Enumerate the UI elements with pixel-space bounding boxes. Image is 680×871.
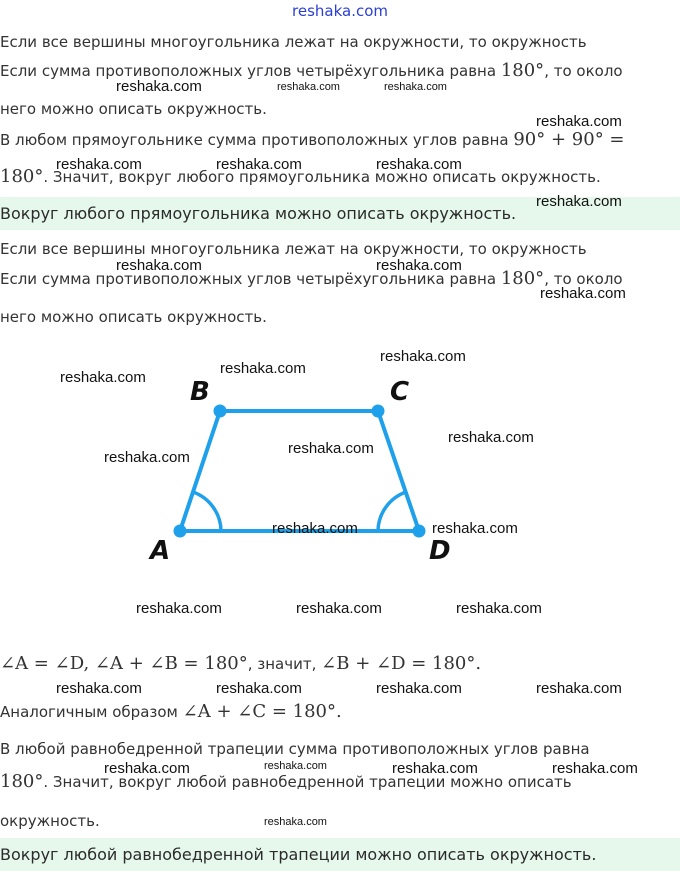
watermark: reshaka.com <box>456 600 542 617</box>
watermark: reshaka.com <box>448 429 534 446</box>
text-line: него можно описать окружность. <box>0 100 267 118</box>
watermark: reshaka.com <box>216 680 302 697</box>
math-expression: ∠B + ∠D = 180° <box>321 653 476 674</box>
vertex-c-point <box>372 405 385 418</box>
angle-d-arc <box>378 492 406 531</box>
watermark: reshaka.com <box>56 680 142 697</box>
watermark: reshaka.com <box>56 156 142 173</box>
watermark: reshaka.com <box>104 449 190 466</box>
vertex-d-point <box>413 525 426 538</box>
watermark: reshaka.com <box>392 760 478 777</box>
watermark: reshaka.com <box>216 156 302 173</box>
text-fragment: , то около <box>544 62 623 80</box>
watermark: reshaka.com <box>552 760 638 777</box>
watermark: reshaka.com <box>432 520 518 537</box>
text-fragment: . <box>336 701 342 722</box>
watermark: reshaka.com <box>540 285 626 302</box>
text-line <box>0 655 481 673</box>
text-fragment: В любом прямоугольнике сумма противоположных углов равна <box>0 131 509 149</box>
watermark: reshaka.com <box>536 113 622 130</box>
math-expression: ∠A + ∠C = 180° <box>182 701 336 722</box>
watermark: reshaka.com <box>376 680 462 697</box>
vertex-b-point <box>214 405 227 418</box>
watermark: reshaka.com <box>288 440 374 457</box>
watermark: reshaka.com <box>376 156 462 173</box>
text-fragment: . <box>475 653 482 674</box>
text-fragment: Если сумма противоположных углов четырёхугольника равна <box>0 270 497 288</box>
site-title[interactable]: reshaka.com <box>292 2 388 20</box>
watermark: reshaka.com <box>384 81 447 93</box>
math-expression: 180° <box>0 166 44 187</box>
text-line <box>0 131 625 149</box>
watermark: reshaka.com <box>296 600 382 617</box>
watermark: reshaka.com <box>272 520 358 537</box>
text-line <box>0 62 623 80</box>
highlight-text: Вокруг любой равнобедренной трапеции можно описать окружность. <box>0 845 597 864</box>
math-expression: 180° <box>500 268 545 289</box>
highlight-box <box>0 838 680 871</box>
vertex-a-label: A <box>150 536 171 566</box>
highlight-text: Вокруг любого прямоугольника можно описать окружность. <box>0 204 517 223</box>
math-expression: 180° <box>500 60 545 81</box>
vertex-a-point <box>174 525 187 538</box>
text-fragment: . Значит, вокруг любой равнобедренной трапеции можно описать <box>43 773 572 791</box>
text-fragment: Аналогичным образом <box>0 703 178 721</box>
watermark: reshaka.com <box>116 78 202 95</box>
math-expression: 90° + 90° = <box>513 129 625 150</box>
watermark: reshaka.com <box>277 81 340 93</box>
watermark: reshaka.com <box>536 680 622 697</box>
watermark: reshaka.com <box>264 760 327 772</box>
watermark: reshaka.com <box>136 600 222 617</box>
text-line: Если все вершины многоугольника лежат на окружности, то окружность <box>0 240 587 258</box>
text-line <box>0 703 342 721</box>
vertex-c-label: C <box>390 377 410 407</box>
text-fragment: , то около <box>544 270 623 288</box>
text-fragment: Если сумма противоположных углов четырёхугольника равна <box>0 62 497 80</box>
text-line <box>0 773 572 791</box>
text-line: него можно описать окружность. <box>0 308 267 326</box>
text-line <box>0 270 623 288</box>
math-expression: 180° <box>0 771 44 792</box>
trapezoid-shape <box>174 405 426 538</box>
vertex-b-label: B <box>190 377 210 407</box>
watermark: reshaka.com <box>220 360 306 377</box>
math-expression: ∠A = ∠D, ∠A + ∠B = 180° <box>0 653 248 674</box>
vertex-d-label: D <box>429 536 451 566</box>
watermark: reshaka.com <box>104 760 190 777</box>
watermark: reshaka.com <box>376 257 462 274</box>
watermark: reshaka.com <box>60 369 146 386</box>
text-line: В любой равнобедренной трапеции сумма противоположных углов равна <box>0 740 590 758</box>
text-line: окружность. <box>0 812 100 830</box>
text-fragment: . Значит, вокруг любого прямоугольника можно описать окружность. <box>43 168 601 186</box>
watermark: reshaka.com <box>536 193 622 210</box>
text-line: Если все вершины многоугольника лежат на окружности, то окружность <box>0 33 587 51</box>
watermark: reshaka.com <box>380 348 466 365</box>
watermark: reshaka.com <box>116 257 202 274</box>
watermark: reshaka.com <box>264 816 327 828</box>
angle-a-arc <box>193 492 221 531</box>
text-fragment: , значит, <box>247 655 317 673</box>
